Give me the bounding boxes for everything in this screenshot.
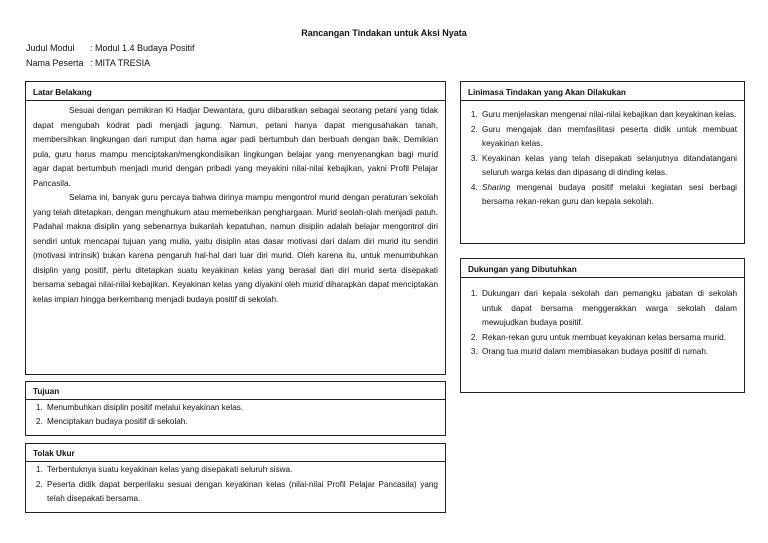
tolak-ukur-list bbox=[33, 463, 438, 507]
module-label: Judul Modul bbox=[26, 43, 75, 53]
tujuan-box bbox=[25, 381, 446, 436]
list-item: 2. Peserta didik dapat berperilaku sesuai dengan keyakinan kelas (nilai-nilai Profil Pelajar Pancasila) yang telah disepakati bersama. bbox=[45, 478, 438, 507]
list-item: 1. Terbentuknya suatu keyakinan kelas yang disepakati seluruh siswa. bbox=[45, 463, 438, 478]
dukungan-list bbox=[468, 287, 737, 360]
tolak-ukur-box bbox=[25, 443, 446, 513]
latar-belakang-divider bbox=[26, 100, 445, 101]
sharing-rest: mengenai budaya positif melalui kegiatan sesi berbagi bersama rekan-rekan guru dan kepala sekolah. bbox=[482, 182, 737, 206]
list-item: 3. Keyakinan kelas yang telah disepakati selanjutnya ditandatangani seluruh warga kelas dan dipasang di dinding kelas. bbox=[480, 152, 737, 181]
tolak-ukur-heading: Tolak Ukur bbox=[33, 449, 75, 458]
list-item: 1. Guru menjelaskan mengenai nilai-nilai kebajikan dan keyakinan kelas. bbox=[480, 108, 737, 123]
latar-belakang-paragraph-2: Selama ini, banyak guru percaya bahwa dirinya mampu mengontrol murid dengan peraturan sekolah yang telah ditetapkan, dengan menghukum atau memeberikan penghargaan. Murid seolah-olah menjadi patuh. Padahal makna disiplin yang sebenarnya bukanlah kepatuhan, namun disiplin adalah belajar mengontrol diri sendiri untuk mencapai tujuan yang mulia, yaitu disiplin atas dasar motivasi dari dalam diri murid itu sendiri (motivasi intrinsik) bukan karena pengaruh hal-hal dari luar diri murid. Oleh karena itu, untuk menumbuhkan disiplin yang positif, perlu ditetapkan suatu keyakinan kelas yang berasal dari diri murid serta disepakati bersama sebagai nilai-nilai kebajikan. Keyakinan kelas yang diyakini oleh murid diharapkan dapat menciptakan kelas impian hingga berkembang menjadi budaya positif di sekolah. bbox=[33, 193, 438, 304]
linimasa-list bbox=[468, 108, 737, 210]
tujuan-divider bbox=[26, 399, 445, 400]
document-title: Rancangan Tindakan untuk Aksi Nyata bbox=[301, 28, 467, 38]
list-item: 3. Orang tua murid dalam membiasakan budaya positif di rumah. bbox=[480, 345, 737, 360]
participant-value: : MITA TRESIA bbox=[90, 58, 151, 68]
tujuan-list bbox=[33, 401, 438, 428]
dukungan-divider bbox=[461, 277, 744, 278]
dukungan-box bbox=[460, 258, 745, 393]
list-item bbox=[480, 181, 737, 210]
latar-belakang-paragraph-1: Sesuai dengan pemikiran Ki Hadjar Dewantara, guru diibaratkan sebagai seorang petani yang tidak dapat mengubah kodrat padi menjadi jagung. Namun, petani hanya dapat mengusahakan tanah, membersihkan lingkungan dari rumput dan hama agar padi bertumbuh dan berbuah dengan baik. Demikian pula, guru harus mampu menciptakan/mengkondisikan lingkungan belajar yang menyenangkan bagi murid agar dapat bertumbuh menjadi murid dengan pribadi yang meyakini nilai-nilai kebajikan, yakni Profil Pelajar Pancasila. bbox=[33, 106, 438, 188]
list-item: 2. Guru mengajak dan memfasilitasi peserta didik untuk membuat keyakinan kelas. bbox=[480, 123, 737, 152]
linimasa-divider bbox=[461, 100, 744, 101]
module-value: : Modul 1.4 Budaya Positif bbox=[90, 43, 195, 53]
dukungan-heading: Dukungan yang Dibutuhkan bbox=[468, 265, 577, 274]
latar-belakang-heading: Latar Belakang bbox=[33, 88, 92, 97]
list-item: 1. Menumbuhkan disiplin positif melalui keyakinan kelas. bbox=[45, 401, 438, 415]
sharing-emphasis: Sharing bbox=[482, 182, 511, 192]
list-item: 1. Dukungan dari kepala sekolah dan pemangku jabatan di sekolah untuk dapat bersama menggerakkan warga sekolah dalam mewujudkan budaya positif. bbox=[480, 287, 737, 331]
participant-line bbox=[26, 58, 150, 68]
module-line bbox=[26, 43, 195, 53]
latar-belakang-body bbox=[33, 104, 438, 307]
list-item: 2. Rekan-rekan guru untuk membuat keyakinan kelas bersama murid. bbox=[480, 331, 737, 346]
latar-belakang-box bbox=[25, 81, 446, 375]
tolak-ukur-divider bbox=[26, 461, 445, 462]
participant-label: Nama Peserta bbox=[26, 58, 84, 68]
linimasa-box bbox=[460, 81, 745, 244]
tujuan-heading: Tujuan bbox=[33, 387, 60, 396]
list-item: 2. Menciptakan budaya positif di sekolah. bbox=[45, 415, 438, 429]
linimasa-heading: Linimasa Tindakan yang Akan Dilakukan bbox=[468, 88, 626, 97]
